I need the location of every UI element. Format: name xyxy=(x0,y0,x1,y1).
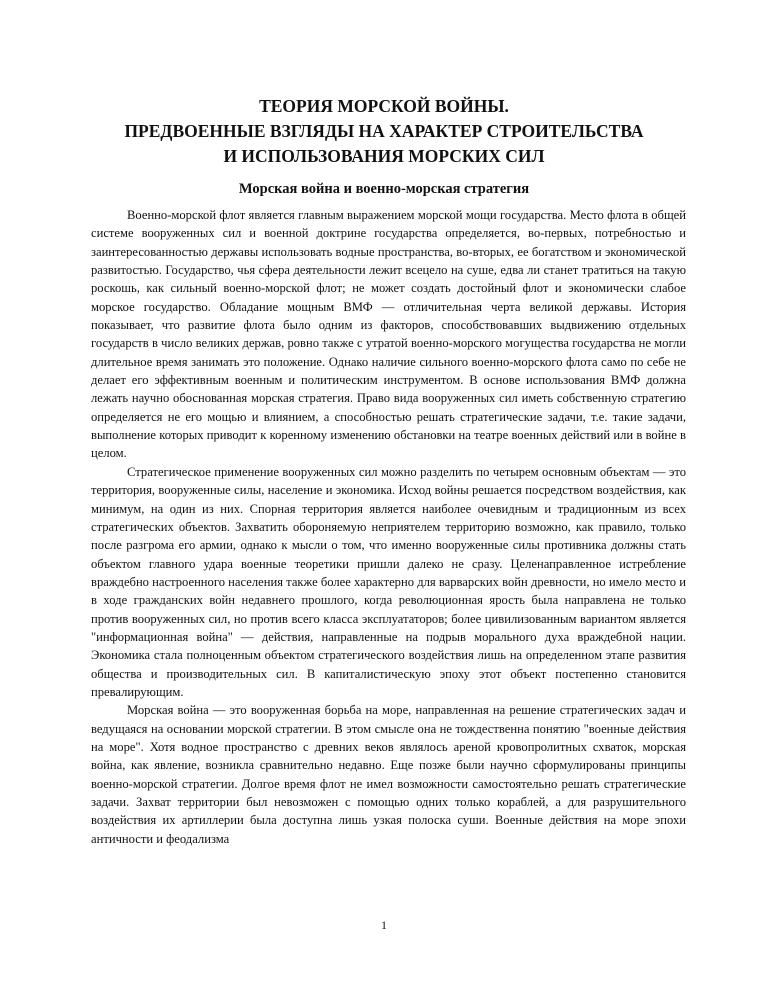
paragraph: Морская война — это вооруженная борьба на море, направленная на решение стратегических задач и ведущаяся на основании морской стратегии. В этом смысле она не тождественна понятию "военные действия на море". Хотя водное пространство с древних веков являлось ареной кровопролитных схваток, морская война, как явление, возникла сравнительно недавно. Еще позже были научно сформулированы принципы военно-морской стратегии. Долгое время флот не имел возможности самостоятельно решать стратегические задачи. Захват территории был невозможен с помощью одних только кораблей, а для разрушительного воздействия их артиллерии была доступна лишь узкая полоска суши. Военные действия на море эпохи античности и феодализма xyxy=(91,703,686,846)
page-number: 1 xyxy=(381,918,387,932)
section-subtitle: Морская война и военно-морская стратегия xyxy=(238,181,530,197)
title-line: ПРЕДВОЕННЫЕ ВЗГЛЯДЫ НА ХАРАКТЕР СТРОИТЕЛЬСТВА xyxy=(124,121,644,141)
title-line: ТЕОРИЯ МОРСКОЙ ВОЙНЫ. xyxy=(259,96,509,116)
chapter-title xyxy=(0,94,768,169)
body-text xyxy=(91,206,686,848)
paragraph: Военно-морской флот является главным выражением морской мощи государства. Место флота в общей системе вооруженных сил и военной доктрине государства определяется, во-первых, потребностью и заинтересованностью державы использовать водные пространства, во-вторых, ее богатством и экономической развитостью. Государство, чья сфера деятельности лежит всецело на суше, едва ли станет тратиться на такую роскошь, как сильный военно-морской флот; не может создать достойный флот и экономически слабое морское государство. Обладание мощным ВМФ — отличительная черта великой державы. История показывает, что развитие флота было одним из факторов, способствовавших выдвижению отдельных государств в число великих держав, ровно также с утратой военно-морского могущества государства не могли длительное время занимать это положение. Однако наличие сильного военно-морского флота само по себе не делает его эффективным военным и политическим инструментом. В основе использования ВМФ должна лежать научно обоснованная морская стратегия. Право вида вооруженных сил иметь собственную стратегию определяется не его мощью и влиянием, а способностью решать стратегические задачи, т.е. такие задачи, выполнение которых приводит к коренному изменению обстановки на театре военных действий или в войне в целом. xyxy=(91,208,686,461)
paragraph: Стратегическое применение вооруженных сил можно разделить по четырем основным объектам — это территория, вооруженные силы, население и экономика. Исход войны решается посредством воздействия, как минимум, на один из них. Спорная территория является наиболее очевидным и традиционным из всех стратегических объектов. Захватить обороняемую неприятелем территорию возможно, как правило, только после разгрома его армии, однако к мысли о том, что именно вооруженные силы противника должны стать объектом главного удара военные теоретики пришли далеко не сразу. Целенаправленное истребление враждебно настроенного населения также более характерно для варварских войн древности, но имело место и в ходе гражданских войн недавнего прошлого, когда революционная ярость была направлена не только против вооруженных сил, но против всего класса эксплуататоров; более цивилизованным вариантом является "информационная война" — действия, направленные на подрыв морального духа враждебной нации. Экономика стала полноценным объектом стратегического воздействия лишь на определенном этапе развития общества и производительных сил. В капиталистическую эпоху этот объект постепенно становится превалирующим. xyxy=(91,464,686,699)
title-line: И ИСПОЛЬЗОВАНИЯ МОРСКИХ СИЛ xyxy=(223,146,545,166)
